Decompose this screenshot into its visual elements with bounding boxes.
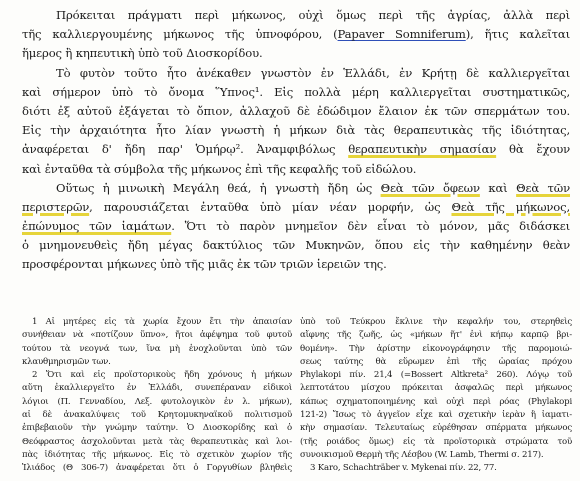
main-text <box>22 6 570 275</box>
text-line: προσφέρονται μήκωνες ὑπὸ τῆς μιᾶς ἐκ τῶν τριῶν ἱερειῶν της. <box>22 257 387 272</box>
footnote-line: σεως ταύτης θὰ εὕρωμεν ἐπὶ τῆς ὡραίας πρόχου <box>300 356 572 367</box>
text-line: Οὕτως ἡ μινωικὴ Μεγάλη θεά, ἡ γνωστὴ ἤδη ὡς Θεὰ τῶν ὄφεων καὶ Θεὰ τῶν <box>56 180 570 195</box>
footnote-line: 3 Karo, Schachträber v. Mykenai πίν. 22, 77. <box>310 463 497 474</box>
text-line: Εἰς τὴν ἀρχαιότητα ἦτο λίαν γνωστὴ ἡ μήκων διὰ τὰς θεραπευτικὰς τῆς ἰδιότητας, <box>22 123 570 138</box>
highlight-poppy-goddess: Θεὰ τῆς μήκωνος, <box>451 199 570 214</box>
text-line: καὶ σήμερον ὑπὸ τὸ ὄνομα Ὕπνος¹. Εἰς πολλὰ μέρη καλλιεργεῖται συστηματικῶς, <box>22 84 570 99</box>
footnote-line: Phylakopi πίν. 21,4 (=Bossert Altkreta² 260). Λόγῳ τοῦ <box>300 370 572 381</box>
text-line: διότι ἐξ αὐτοῦ ἐξάγεται τὸ ὄπιον, ἀλλαχοῦ δὲ ἐδώδιμον ἔλαιον ἐκ τῶν σπερμάτων του. <box>22 103 570 118</box>
footnote-line: κάπως σχηματοποιημένης καὶ οὐχὶ περὶ ρόας (Phylakopi <box>300 396 572 407</box>
text-line: ὁ μνημονευθεὶς ἤδη μέγας δακτύλιος τῶν Μυκηνῶν, ὅπου εἰς τὴν καθημένην θεὰν <box>22 238 570 253</box>
footnote-line: κλαυθμηρισμῶν των. <box>22 356 111 367</box>
text-line: περιστερῶν, παρουσιάζεται ἐνταῦθα ὑπὸ μίαν νέαν μορφήν, ὡς Θεὰ τῆς μήκωνος, <box>22 199 570 214</box>
footnote-line: Θεόφραστος ἀσχολοῦνται μετὰ τὰς θεραπευτικὰς καὶ λοι- <box>22 436 292 447</box>
footnote-line: ὑπὸ τοῦ Τεύκρου ἔκλινε τὴν κεφαλήν του, στερηθεὶς <box>300 317 572 327</box>
text-line: Τὸ φυτὸν τοῦτο ἦτο ἀνέκαθεν γνωστὸν ἐν Ἑλλάδι, ἐν Κρήτῃ δὲ καλλιεργεῖται <box>56 65 570 80</box>
footnote-line: ἐπιβεβαιοῦν τὴν γνώμην ταύτην. Ὁ Διοσκορίδης καὶ ὁ <box>22 423 292 434</box>
highlight-goddess: Θεὰ τῶν <box>516 180 570 195</box>
text-line: καὶ ἐνταῦθα τὰ σύμβολα τῆς μήκωνος ἐπὶ τῆς κεφαλῆς τοῦ εἰδώλου. <box>22 161 417 176</box>
text-line: ἐπώνυμος τῶν ἰαμάτων. Ὅτι τὸ παρὸν μνημεῖον δὲν εἶναι τὸ μόνον, μᾶς διδάσκει <box>22 219 570 234</box>
footnote-line: (τῆς ροιάδος ὅμως) εἰς τὰ προϊστορικὰ στρώματα τοῦ <box>300 436 572 447</box>
text-line: τῆς καλλιεργουμένης μήκωνος τῆς ὑπνοφόρου, (Papaver Somniferum), ἥτις καλεῖται <box>22 27 570 42</box>
footnote-line: τούτου τὰ νεογνά των, ἵνα μὴ ἐνοχλοῦνται ὑπὸ τῶν <box>22 343 292 354</box>
highlight-papaver: Papaver Somniferum <box>337 27 466 42</box>
footnote-line: κὴν σημασίαν. Τελευταίως εὑρέθησαν σπέρματα μήκωνος <box>300 423 572 434</box>
text-line: Πρόκειται πράγματι περὶ μήκωνος, οὐχὶ ὅμως περὶ τῆς ἀγρίας, ἀλλὰ περὶ <box>56 8 570 22</box>
footnote-line: συνήθειαν νὰ «ποτίζουν ὕπνο», ἤτοι ἀφέψημα τοῦ φυτοῦ <box>22 330 292 341</box>
highlight-doves: περιστερῶν <box>22 199 90 214</box>
footnote-line: συνοικισμοῦ Θερμὴ τῆς Λέσβου (W. Lamb, Thermi σ. 217). <box>300 449 544 460</box>
footnote-line: αἱ δὲ ἀνακαλύψεις τοῦ Κρητομυκηναϊκοῦ πολιτισμοῦ <box>22 410 292 421</box>
footnote-line: αὕτη ἐκαλλιεργεῖτο ἐν Ἑλλάδι, συνεπέραναν εἰδικοὶ <box>22 383 292 394</box>
footnotes-left-column <box>22 316 292 476</box>
text-line: ἀναφέρεται δ' ἤδη παρ' Ὁμήρῳ². Ἀναμφιβόλως θεραπευτικὴν σημασίαν θὰ ἔχουν <box>22 142 570 157</box>
footnote-line: 1 Αἱ μητέρες εἰς τὰ χωρία ἔχουν ἔτι τὴν ἀπαισίαν <box>32 317 292 327</box>
footnote-line: πὰς ἰδιότητας τῆς μήκωνος. Εἰς τὸ σχετικὸν χωρίον τῆς <box>22 449 292 460</box>
text-line: ἥμερος ἢ κηπευτικὴ ὑπὸ τοῦ Διοσκορίδου. <box>22 46 263 61</box>
highlight-snake-goddess: Θεὰ τῶν ὄφεων <box>380 180 480 195</box>
footnote-line: αἴφνης τῆς ζωῆς, ὡς «μήκων ἥτ' ἐνὶ κήπῳ καρπῷ βρι- <box>300 330 572 341</box>
footnote-line: λόγιοι (Π. Γενναδίου, Λεξ. φυτολογικὸν ἐν λ. μήκων), <box>22 396 292 407</box>
footnotes-right-column <box>300 316 572 476</box>
highlight-eponymous: ἐπώνυμος τῶν ἰαμάτων <box>22 219 172 234</box>
footnote-line: θομένη». Τὴν ἀρίστην εἰκονογράφησιν τῆς παρομοιώ- <box>300 343 572 354</box>
highlight-therapeutic: θεραπευτικὴν σημασίαν <box>348 142 497 157</box>
footnote-line: λεπτοτάτου μίσχου πρόκειται ἀσφαλῶς περὶ μήκωνος <box>300 383 572 394</box>
footnote-line: Ἰλιάδος (Θ 306-7) ἀναφέρεται ὅτι ὁ Γοργυθίων βληθεὶς <box>22 463 292 474</box>
footnote-line: 121-2) Ἴσως τὸ ἀγγεῖον εἶχε καὶ σχετικὴν ἱερὰν ἢ ἰαματι- <box>300 410 572 421</box>
footnote-line: 2 Ὅτι καὶ εἰς προϊστορικοὺς ἤδη χρόνους ἡ μήκων <box>32 370 292 381</box>
